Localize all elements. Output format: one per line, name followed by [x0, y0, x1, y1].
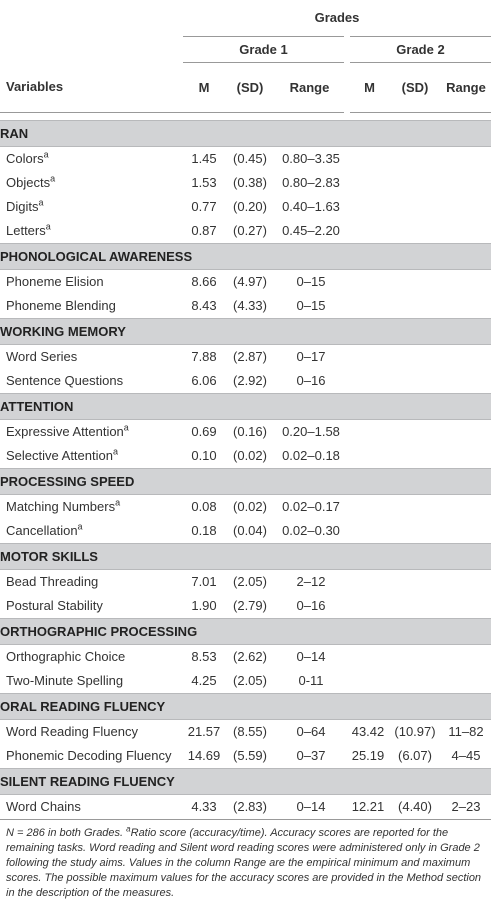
- grade2-header: Grade 2: [347, 36, 491, 62]
- section-header-row: [0, 468, 491, 494]
- section-title: ORAL READING FLUENCY: [0, 693, 491, 719]
- g2-sd-cell: [389, 519, 441, 544]
- section-title: ORTHOGRAPHIC PROCESSING: [0, 618, 491, 644]
- variable-name: [0, 594, 183, 619]
- g1-range-cell: 0–17: [296, 349, 326, 364]
- g1-mean-cell: 1.45: [191, 151, 217, 166]
- variable-name: [0, 444, 183, 469]
- g2-sd-cell: (10.97): [394, 724, 436, 739]
- footnote-sup: a: [126, 823, 131, 833]
- section-title: SILENT READING FLUENCY: [0, 768, 491, 794]
- variable-name: [0, 669, 183, 694]
- g2-mean-cell: [347, 569, 389, 594]
- variable-label: Phoneme Blending: [6, 298, 116, 313]
- g2-range-cell: [441, 444, 491, 469]
- g1-range-cell: 0–15: [296, 274, 326, 289]
- g2-range-cell: 11–82: [448, 724, 484, 739]
- grade1-header: Grade 1: [183, 36, 347, 62]
- g2-sd-cell: [389, 569, 441, 594]
- g1-range-cell: 0.02–0.17: [282, 499, 340, 514]
- table-row: [0, 494, 491, 519]
- table-row: [0, 269, 491, 294]
- g1-mean-cell: 1.53: [191, 175, 217, 190]
- g1-range-cell: 0–14: [296, 649, 326, 664]
- variable-label: Digits: [6, 199, 39, 214]
- g2-mean-cell: [347, 195, 389, 219]
- g2-sd-cell: (6.07): [398, 748, 432, 763]
- g1-sd-cell: (2.92): [233, 373, 267, 388]
- g1-range-cell: 0.80–3.35: [282, 151, 340, 166]
- g2-range-cell: [441, 594, 491, 619]
- g1-mean-cell: 0.69: [191, 424, 217, 439]
- table-row: [0, 519, 491, 544]
- variable-label: Bead Threading: [6, 574, 99, 589]
- g2-mean-cell: [347, 369, 389, 394]
- g1-mean-cell: 0.77: [191, 199, 217, 214]
- g1-mean-cell: 21.57: [187, 724, 221, 739]
- g2-mean-cell: [347, 146, 389, 171]
- table-row: [0, 369, 491, 394]
- g2-range-cell: [441, 494, 491, 519]
- g1-mean-cell: 8.43: [191, 298, 217, 313]
- section-title: PHONOLOGICAL AWARENESS: [0, 243, 491, 269]
- g1-range-cell: 0–16: [296, 373, 326, 388]
- g1-mean-cell: 7.88: [191, 349, 217, 364]
- g2-mean-cell: [347, 444, 389, 469]
- g1-sd-cell: (0.27): [233, 223, 267, 238]
- g1-range-cell: 0–15: [296, 298, 326, 313]
- g2-mean-cell: [347, 269, 389, 294]
- variable-name: [0, 294, 183, 319]
- g2-sd-cell: [389, 419, 441, 444]
- section-title: RAN: [0, 120, 491, 146]
- g1-sd-cell: (0.20): [233, 199, 267, 214]
- variable-label: Letters: [6, 223, 46, 238]
- ratio-score-marker: a: [38, 197, 44, 208]
- ratio-score-marker: a: [115, 497, 121, 508]
- footnote-part2: Ratio score (accuracy/time). Accuracy scores are reported for the remaining tasks. Word reading and Silent word reading scores were administered only in Grade 2 following the study aims. Values in the column Range are the empirical minimum and maximum scores. The possible maximum values for the accuracy scores are provided in the Method section in the description of the measures.: [6, 826, 482, 899]
- g2-m-header: M: [347, 62, 389, 112]
- ratio-score-marker: a: [123, 422, 129, 433]
- g2-mean-cell: [347, 219, 389, 244]
- g2-range-cell: 4–45: [451, 748, 481, 763]
- g1-mean-cell: 4.33: [191, 799, 217, 814]
- section-header-row: [0, 693, 491, 719]
- table-body: [0, 120, 491, 819]
- g2-range-cell: [441, 344, 491, 369]
- variable-label: Sentence Questions: [6, 373, 124, 388]
- variable-name: [0, 644, 183, 669]
- g1-range-cell: 0.45–2.20: [282, 223, 340, 238]
- table-row: [0, 744, 491, 769]
- g1-range-header: Range: [275, 62, 347, 112]
- table-row: [0, 794, 491, 819]
- variable-label: Matching Numbers: [6, 499, 116, 514]
- table-row: [0, 669, 491, 694]
- variable-label: Word Chains: [6, 799, 81, 814]
- variable-name: [0, 744, 183, 769]
- g1-sd-cell: (2.79): [233, 598, 267, 613]
- g2-mean-cell: [347, 171, 389, 195]
- variable-label: Cancellation: [6, 523, 78, 538]
- section-title: ATTENTION: [0, 393, 491, 419]
- section-header-row: [0, 618, 491, 644]
- g2-range-cell: 2–23: [451, 799, 481, 814]
- variable-name: [0, 419, 183, 444]
- g2-range-cell: [441, 219, 491, 244]
- g2-mean-cell: 12.21: [351, 799, 385, 814]
- variable-name: [0, 146, 183, 171]
- section-header-row: [0, 120, 491, 146]
- section-header-row: [0, 393, 491, 419]
- g2-mean-cell: [347, 294, 389, 319]
- ratio-score-marker: a: [112, 446, 118, 457]
- g1-sd-cell: (0.02): [233, 499, 267, 514]
- g1-sd-cell: (0.45): [233, 151, 267, 166]
- g1-sd-cell: (2.62): [233, 649, 267, 664]
- section-header-row: [0, 768, 491, 794]
- section-title: MOTOR SKILLS: [0, 543, 491, 569]
- section-header-row: [0, 243, 491, 269]
- g1-range-cell: 0–64: [296, 724, 326, 739]
- table-row: [0, 294, 491, 319]
- ratio-score-marker: a: [50, 173, 56, 184]
- variable-name: [0, 219, 183, 244]
- variable-name: [0, 569, 183, 594]
- ratio-score-marker: a: [45, 221, 51, 232]
- g2-range-cell: [441, 195, 491, 219]
- variable-label: Selective Attention: [6, 448, 113, 463]
- variable-label: Expressive Attention: [6, 424, 124, 439]
- g2-sd-cell: [389, 669, 441, 694]
- variable-label: Word Reading Fluency: [6, 724, 138, 739]
- variable-name: [0, 519, 183, 544]
- g1-mean-cell: 0.10: [191, 448, 217, 463]
- g2-range-cell: [441, 419, 491, 444]
- g1-mean-cell: 4.25: [191, 673, 217, 688]
- g2-mean-cell: [347, 669, 389, 694]
- g2-sd-cell: (4.40): [398, 799, 432, 814]
- g2-sd-cell: [389, 146, 441, 171]
- g1-mean-cell: 0.87: [191, 223, 217, 238]
- g1-range-cell: 0–14: [296, 799, 326, 814]
- footnote-part1: N = 286 in both Grades.: [6, 826, 127, 839]
- variable-name: [0, 269, 183, 294]
- g1-mean-cell: 1.90: [191, 598, 217, 613]
- g1-mean-cell: 8.53: [191, 649, 217, 664]
- g2-range-cell: [441, 369, 491, 394]
- table-row: [0, 146, 491, 171]
- g2-sd-cell: [389, 344, 441, 369]
- g2-mean-cell: 43.42: [351, 724, 385, 739]
- g2-range-header: Range: [441, 62, 491, 112]
- g1-sd-cell: (2.05): [233, 673, 267, 688]
- g2-range-cell: [441, 269, 491, 294]
- g1-mean-cell: 7.01: [191, 574, 217, 589]
- table-row: [0, 594, 491, 619]
- variable-label: Two-Minute Spelling: [6, 673, 124, 688]
- g1-range-cell: 2–12: [296, 574, 326, 589]
- variable-label: Phonemic Decoding Fluency: [6, 748, 172, 763]
- table-footnote: [0, 820, 491, 901]
- g2-mean-cell: [347, 519, 389, 544]
- g1-range-cell: 0.20–1.58: [282, 424, 340, 439]
- variable-name: [0, 494, 183, 519]
- g2-mean-cell: [347, 419, 389, 444]
- g1-range-cell: 0-11: [298, 673, 324, 688]
- table-row: [0, 569, 491, 594]
- g2-mean-cell: [347, 644, 389, 669]
- g2-mean-cell: [347, 494, 389, 519]
- g1-mean-cell: 8.66: [191, 274, 217, 289]
- g2-mean-cell: [347, 594, 389, 619]
- table-row: [0, 195, 491, 219]
- variable-label: Objects: [6, 175, 51, 190]
- g1-sd-cell: (5.59): [233, 748, 267, 763]
- table-row: [0, 719, 491, 744]
- section-title: PROCESSING SPEED: [0, 468, 491, 494]
- g1-sd-cell: (4.97): [233, 274, 267, 289]
- g1-mean-cell: 14.69: [187, 748, 221, 763]
- g2-range-cell: [441, 146, 491, 171]
- g2-sd-cell: [389, 494, 441, 519]
- g2-sd-header: (SD): [389, 62, 441, 112]
- g2-sd-cell: [389, 195, 441, 219]
- g1-mean-cell: 0.08: [191, 499, 217, 514]
- table-row: [0, 171, 491, 195]
- table-row: [0, 644, 491, 669]
- g1-sd-cell: (0.38): [233, 175, 267, 190]
- g2-range-cell: [441, 519, 491, 544]
- variable-name: [0, 171, 183, 195]
- g2-range-cell: [441, 171, 491, 195]
- g1-sd-cell: (0.02): [233, 448, 267, 463]
- g2-range-cell: [441, 669, 491, 694]
- g1-sd-cell: (0.04): [233, 523, 267, 538]
- table-header: [0, 0, 491, 120]
- g1-m-header: M: [183, 62, 225, 112]
- g1-sd-cell: (2.05): [233, 574, 267, 589]
- variable-label: Orthographic Choice: [6, 649, 126, 664]
- ratio-score-marker: a: [77, 521, 83, 532]
- g2-sd-cell: [389, 444, 441, 469]
- variable-label: Word Series: [6, 349, 78, 364]
- grades-header: Grades: [314, 10, 360, 26]
- g1-sd-cell: (2.87): [233, 349, 267, 364]
- g2-mean-cell: [347, 344, 389, 369]
- section-title: WORKING MEMORY: [0, 318, 491, 344]
- g2-sd-cell: [389, 219, 441, 244]
- g1-range-cell: 0–16: [296, 598, 326, 613]
- g1-sd-cell: (8.55): [233, 724, 267, 739]
- g1-sd-cell: (4.33): [233, 298, 267, 313]
- g2-sd-cell: [389, 644, 441, 669]
- table-row: [0, 344, 491, 369]
- g2-sd-cell: [389, 294, 441, 319]
- variable-name: [0, 794, 183, 819]
- g2-sd-cell: [389, 171, 441, 195]
- g1-sd-cell: (2.83): [233, 799, 267, 814]
- g1-sd-cell: (0.16): [233, 424, 267, 439]
- g2-sd-cell: [389, 269, 441, 294]
- g1-mean-cell: 6.06: [191, 373, 217, 388]
- g1-range-cell: 0.02–0.30: [282, 523, 340, 538]
- g1-sd-header: (SD): [225, 62, 275, 112]
- table-row: [0, 219, 491, 244]
- section-header-row: [0, 543, 491, 569]
- g2-mean-cell: 25.19: [351, 748, 385, 763]
- variable-label: Phoneme Elision: [6, 274, 104, 289]
- variable-name: [0, 369, 183, 394]
- section-header-row: [0, 318, 491, 344]
- variable-name: [0, 344, 183, 369]
- variables-header: Variables: [6, 79, 64, 95]
- g1-range-cell: 0–37: [296, 748, 326, 763]
- g2-range-cell: [441, 294, 491, 319]
- g1-mean-cell: 0.18: [191, 523, 217, 538]
- ratio-score-marker: a: [43, 149, 49, 160]
- g1-range-cell: 0.02–0.18: [282, 448, 340, 463]
- g1-range-cell: 0.40–1.63: [282, 199, 340, 214]
- g2-sd-cell: [389, 369, 441, 394]
- table-row: [0, 419, 491, 444]
- g2-sd-cell: [389, 594, 441, 619]
- variable-name: [0, 195, 183, 219]
- g2-range-cell: [441, 644, 491, 669]
- table-row: [0, 444, 491, 469]
- g1-range-cell: 0.80–2.83: [282, 175, 340, 190]
- variable-label: Colors: [6, 151, 44, 166]
- g2-range-cell: [441, 569, 491, 594]
- variable-label: Postural Stability: [6, 598, 103, 613]
- variable-name: [0, 719, 183, 744]
